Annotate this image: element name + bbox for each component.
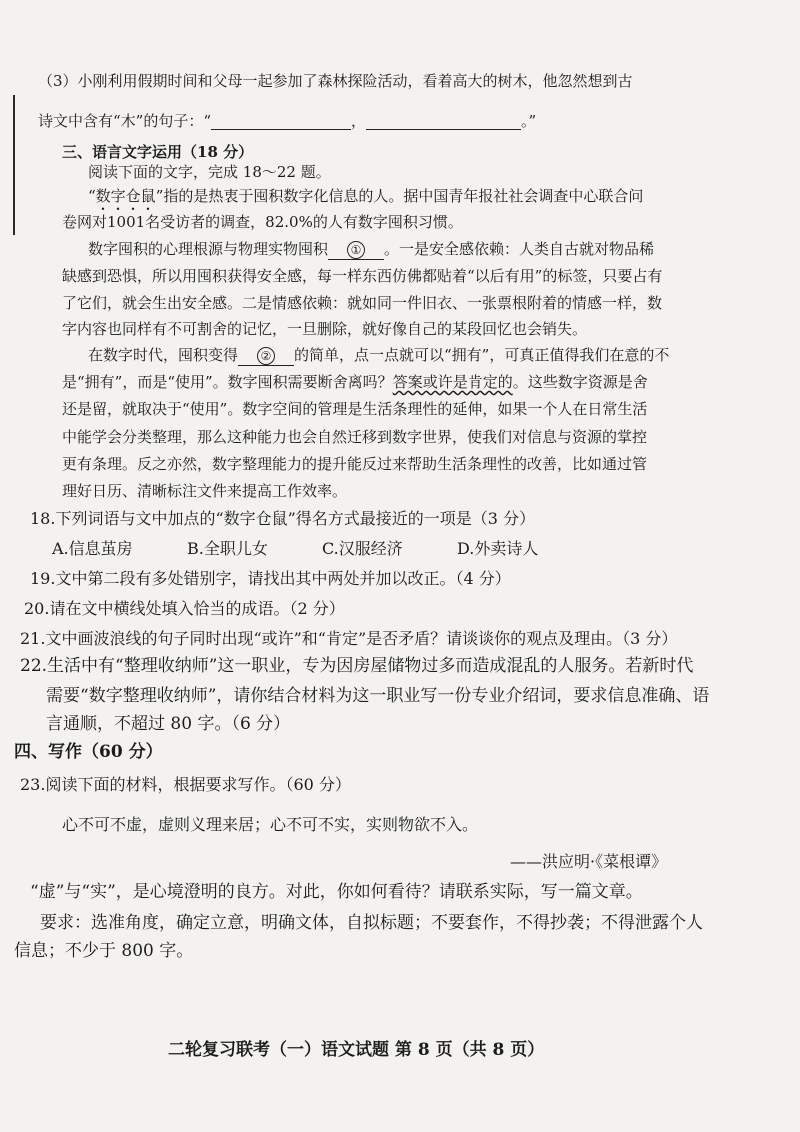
passage-p2-line3: 了它们，就会生出安全感。二是情感依赖：就如同一件旧衣、一张票根附着的情感一样，数 <box>62 294 663 312</box>
passage-p1-line2: 卷网对1001名受访者的调查，82.0%的人有数字囤积习惯。 <box>62 213 463 231</box>
question-22-line1: 22.生活中有“整理收纳师”这一职业，专为因房屋储物过多而造成混乱的人服务。若新时代 <box>20 656 694 676</box>
p2-rest: 。一是安全感依赖：人类自古就对物品稀 <box>384 240 655 258</box>
option-b[interactable]: B.全职儿女 <box>187 539 268 558</box>
question-22-line2: 需要“数字整理收纳师”，请你结合材料为这一职业写一份专业介绍词，要求信息准确、语 <box>46 686 710 706</box>
page-footer: 二轮复习联考（一）语文试题 第 8 页（共 8 页） <box>168 1040 545 1060</box>
margin-line <box>13 95 15 235</box>
passage-p2-line2: 缺感到恐惧，所以用囤积获得安全感，每一样东西仿佛都贴着“以后有用”的标签，只要占有 <box>62 267 663 285</box>
wavy-sentence: 答案或许是肯定的 <box>392 373 513 391</box>
material-quote: 心不可不虚，虚则义理来居；心不可不实，实则物欲不入。 <box>62 815 479 834</box>
passage-p3-line5: 更有条理。反之亦然，数字整理能力的提升能反过来帮助生活条理性的改善，比如通过管 <box>62 455 648 473</box>
q3-separator: ， <box>351 112 367 130</box>
question-20: 20.请在文中横线处填入恰当的成语。（2 分） <box>24 599 345 618</box>
p2-start: 数字囤积的心理根源与物理实物囤积 <box>88 240 329 258</box>
p3-rest: 的简单，点一点就可以“拥有”，可真正值得我们在意的不 <box>294 346 670 364</box>
passage-p2-line4: 字内容也同样有不可割舍的记忆，一旦删除，就好像自己的某段回忆也会销失。 <box>62 320 588 338</box>
passage-p3-line6: 理好日历、清晰标注文件来提高工作效率。 <box>62 482 348 500</box>
passage-p3-line3: 还是留，就取决于“使用”。数字空间的管理是生活条理性的延伸，如果一个人在日常生活 <box>62 400 648 418</box>
q3-line2 <box>38 112 536 130</box>
question-23: 23.阅读下面的材料，根据要求写作。（60 分） <box>20 775 351 794</box>
quote-source: ——洪应明·《菜根谭》 <box>510 852 668 871</box>
question-18-options <box>52 539 592 558</box>
option-a[interactable]: A.信息茧房 <box>52 539 133 558</box>
option-c[interactable]: C.汉服经济 <box>322 539 403 558</box>
question-19: 19.文中第二段有多处错别字，请找出其中两处并加以改正。（4 分） <box>30 569 511 588</box>
question-21: 21.文中画波浪线的句子同时出现“或许”和“肯定”是否矛盾？请谈谈你的观点及理由。（3 分） <box>20 629 678 648</box>
passage-p3-line4: 中能学会分类整理，那么这种能力也会自然迁移到数字世界，使我们对信息与资源的掌控 <box>62 428 648 446</box>
writing-requirements-line1: 要求：选准角度，确定立意，明确文体，自拟标题；不要套作，不得抄袭；不得泄露个人 <box>40 913 703 933</box>
p3-line2-end: 。这些数字资源是舍 <box>512 373 648 391</box>
question-22-line3: 言通顺，不超过 80 字。（6 分） <box>46 714 291 734</box>
p3-line2-start: 是“拥有”，而是“使用”。数字囤积需要断舍离吗？ <box>62 373 393 391</box>
q3-end: 。” <box>521 112 537 130</box>
question-18: 18.下列词语与文中加点的“数字仓鼠”得名方式最接近的一项是（3 分） <box>30 509 536 528</box>
blank-1-number: ① <box>347 241 365 259</box>
p1-rest: ”指的是热衷于囤积数字化信息的人。据中国青年报社社会调查中心联合问 <box>155 187 644 205</box>
option-d[interactable]: D.外卖诗人 <box>457 539 539 558</box>
writing-prompt: “虚”与“实”，是心境澄明的良方。对此，你如何看待？请联系实际，写一篇文章。 <box>30 882 643 902</box>
p3-start: 在数字时代，囤积变得 <box>88 346 239 364</box>
passage-p3-line1 <box>88 346 669 366</box>
q3-prefix: 诗文中含有“木”的句子：“ <box>38 112 212 130</box>
passage-p1-line1 <box>88 187 643 214</box>
q3-line1: （3）小刚利用假期时间和父母一起参加了森林探险活动，看着高大的树木，他忽然想到古 <box>38 72 633 90</box>
passage-p2-line1 <box>88 240 654 260</box>
dotted-term: 数字仓鼠 <box>95 187 156 205</box>
passage-p3-line2 <box>62 373 648 391</box>
reading-instruction: 阅读下面的文字，完成 18～22 题。 <box>88 163 331 181</box>
quote-open: “ <box>88 187 96 205</box>
section3-title: 三、语言文字运用（18 分） <box>62 143 254 161</box>
section4-title: 四、写作（60 分） <box>14 742 163 762</box>
blank-2-marker <box>238 346 294 366</box>
answer-blank-2[interactable] <box>366 113 521 130</box>
answer-blank-1[interactable] <box>211 113 351 130</box>
writing-requirements-line2: 信息；不少于 800 字。 <box>14 941 194 961</box>
blank-2-number: ② <box>257 347 275 365</box>
blank-1-marker <box>328 240 384 260</box>
